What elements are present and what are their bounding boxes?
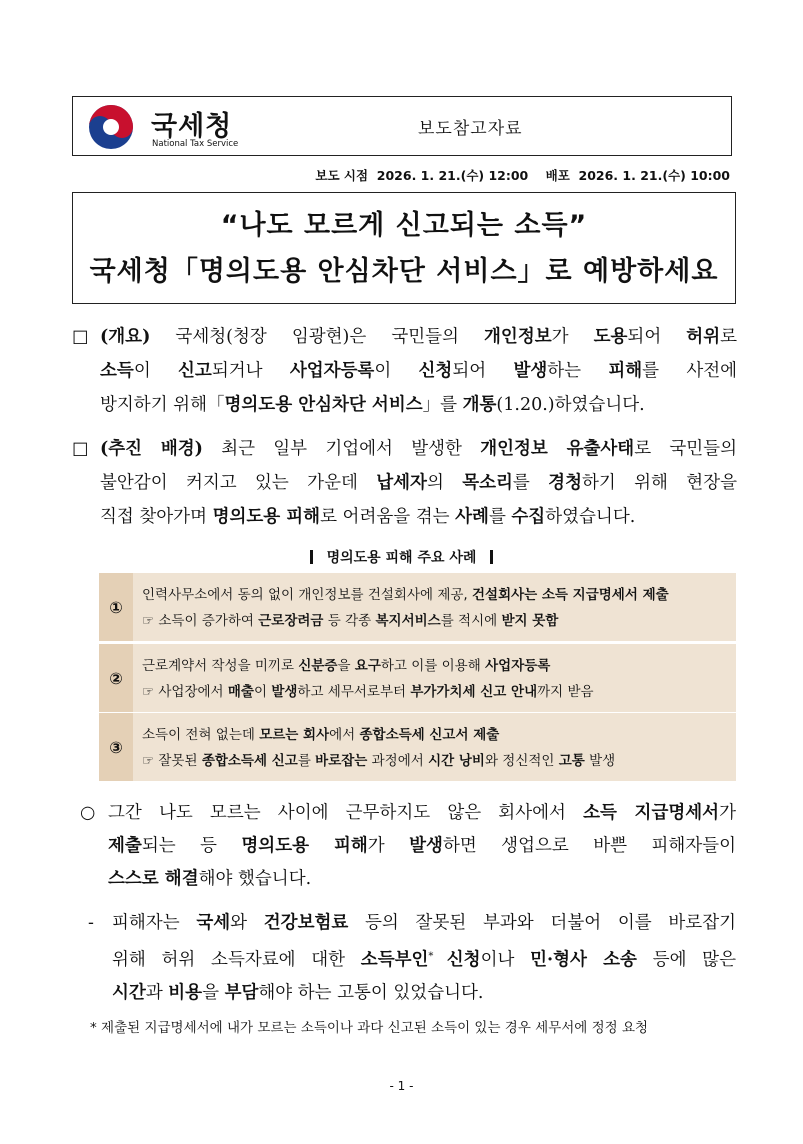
title-bar-right	[490, 550, 493, 564]
bold-text: 시간 낭비	[428, 753, 485, 769]
bold-text: 도용	[593, 327, 628, 347]
paragraph-line	[72, 320, 737, 354]
paragraph-victims	[88, 907, 736, 1010]
bullet-marker: □	[72, 327, 89, 347]
text: 의	[426, 473, 463, 493]
text: 하고 세무서로부터	[297, 684, 411, 700]
paragraph-line	[88, 940, 736, 977]
bullet-marker: -	[88, 913, 94, 933]
text: 을	[202, 983, 225, 1003]
text: 근로계약서 작성을 미끼로	[142, 658, 299, 674]
bold-text: (개요)	[100, 327, 151, 347]
paragraph-line	[72, 354, 737, 388]
paragraph-line	[72, 500, 737, 534]
bold-text: 명의도용 피해	[241, 836, 368, 856]
title-line-1: “나도 모르게 신고되는 소득”	[220, 210, 588, 241]
text: *	[428, 951, 447, 962]
text: 까지 받음	[537, 684, 594, 700]
case-row	[99, 573, 736, 641]
release-dates: 보도 시점 2026. 1. 21.(수) 12:00 배포 2026. 1. 21.(수) 10:00	[315, 168, 730, 183]
bullet-marker: □	[72, 439, 89, 459]
bold-text: 요구	[354, 658, 381, 674]
nts-logo	[81, 104, 281, 150]
text: 등에 많은	[636, 950, 736, 970]
text: 로	[720, 327, 738, 347]
text: 와	[230, 913, 264, 933]
text: 되는 등	[141, 836, 242, 856]
bold-text: 개인정보 유출사태	[480, 439, 635, 459]
bold-text: 발생	[513, 361, 548, 381]
bold-text: 부담	[224, 983, 259, 1003]
title-line-2: 국세청「명의도용 안심차단 서비스」로 예방하세요	[89, 256, 719, 287]
text: 이	[253, 684, 272, 700]
text: 에서	[329, 727, 360, 743]
text: 을	[337, 658, 355, 674]
page-number: - 1 -	[389, 1079, 414, 1093]
case-row	[99, 713, 736, 781]
text: 과정에서	[367, 753, 429, 769]
bold-text: 사업자등록	[485, 658, 551, 674]
bold-text: 개통	[462, 395, 497, 415]
bold-text: 제출	[108, 836, 142, 856]
text: 가	[551, 327, 594, 347]
bold-text: 수집	[511, 507, 546, 527]
text: 를 적시에	[440, 613, 502, 629]
text: 되어	[627, 327, 687, 347]
text: 이나	[480, 950, 531, 970]
bold-text: 명의도용 피해	[212, 507, 321, 527]
footnote: * 제출된 지급명세서에 내가 모르는 소득이나 과다 신고된 소득이 있는 경우 세무서에 정정 요청	[90, 1020, 649, 1036]
bold-text: 매출	[227, 684, 254, 700]
case-description	[142, 582, 669, 608]
case-consequence	[142, 679, 594, 705]
bold-text: 소득	[100, 361, 134, 381]
text: 과	[145, 983, 169, 1003]
bold-text: 바로잡는	[315, 753, 368, 769]
text: 소득이 전혀 없는데	[142, 727, 260, 743]
paragraph-line	[80, 863, 736, 896]
text: (1.20.)하였습니다.	[496, 395, 645, 415]
text: 와 정신적인	[484, 753, 559, 769]
case-body	[142, 722, 615, 774]
case-consequence	[142, 608, 669, 634]
paragraph-background	[72, 432, 737, 534]
bold-text: 소득부인	[360, 950, 429, 970]
bold-text: 피해	[608, 361, 643, 381]
bold-text: 민·형사 소송	[530, 950, 637, 970]
paragraph-line	[80, 830, 736, 863]
text: 인력사무소에서 동의 없이 개인정보를 건설회사에 제공,	[142, 587, 472, 603]
bold-text: (추진 배경)	[100, 439, 203, 459]
cases-title-text: 명의도용 피해 주요 사례	[326, 550, 477, 566]
title-box	[72, 192, 736, 304]
text: 이	[374, 361, 419, 381]
bold-text: 종합소득세 신고	[201, 753, 298, 769]
text: 가	[719, 803, 736, 823]
text: 하기 위해 현장을	[581, 473, 737, 493]
taeguk-icon	[81, 104, 141, 150]
bold-text: 부가가치세 신고 안내	[410, 684, 538, 700]
paragraph-line	[72, 388, 737, 422]
logo-subtitle: National Tax Service	[152, 139, 239, 149]
text: 해야 했습니다.	[198, 869, 312, 889]
bold-text: 고통	[558, 753, 585, 769]
bold-text: 사례	[455, 507, 489, 527]
bold-text: 근로장려금	[258, 613, 324, 629]
paragraph-overview	[72, 320, 737, 422]
bold-text: 건설회사는 소득 지급명세서 제출	[471, 587, 669, 603]
paragraph-line	[88, 977, 736, 1010]
text: 그간 나도 모르는 사이에 근무하지도 않은 회사에서	[108, 803, 584, 823]
text: 이	[133, 361, 178, 381]
text: 등 각종	[323, 613, 376, 629]
text: 방지하기 위해「	[100, 395, 225, 415]
text: 하고 이를 이용해	[380, 658, 486, 674]
bold-text: 발생	[271, 684, 298, 700]
text: 를	[488, 507, 512, 527]
bold-text: 모르는 회사	[259, 727, 330, 743]
text: 하였습니다.	[545, 507, 636, 527]
text: 하면 생업으로 바쁜 피해자들이	[442, 836, 736, 856]
case-number: ①	[99, 573, 133, 641]
bold-text: 스스로 해결	[108, 869, 199, 889]
bullet-marker: ○	[80, 803, 96, 823]
text: 되거나	[211, 361, 290, 381]
bold-text: 건강보험료	[263, 913, 349, 933]
bold-text: 신고	[178, 361, 212, 381]
case-row	[99, 644, 736, 712]
text: 최근 일부 기업에서 발생한	[202, 439, 481, 459]
header-box	[72, 96, 732, 156]
text: 를	[512, 473, 549, 493]
text: 국세청(청장 임광현)은 국민들의	[150, 327, 485, 347]
paragraph-line	[88, 907, 736, 940]
bold-text: 시간	[112, 983, 146, 1003]
case-body	[142, 653, 594, 705]
text: ☞ 소득이 증가하여	[142, 613, 259, 629]
text: 불안감이 커지고 있는 가운데	[100, 473, 377, 493]
case-description	[142, 653, 594, 679]
logo-name: 국세청	[151, 111, 233, 142]
bold-text: 납세자	[376, 473, 427, 493]
bold-text: 허위	[686, 327, 721, 347]
bold-text: 신청	[418, 361, 453, 381]
bold-text: 종합소득세 신고서 제출	[359, 727, 500, 743]
text: 위해 허위 소득자료에 대한	[112, 950, 361, 970]
paragraph-line	[72, 432, 737, 466]
text: 등의 잘못된 부과와 더불어 이를 바로잡기	[348, 913, 736, 933]
text: ☞ 잘못된	[142, 753, 202, 769]
paragraph-past-damage	[80, 797, 736, 896]
bold-text: 신청	[446, 950, 481, 970]
text: 하는	[547, 361, 609, 381]
bold-text: 신분증	[298, 658, 338, 674]
paragraph-line	[72, 466, 737, 500]
case-number: ③	[99, 713, 133, 781]
case-number: ②	[99, 644, 133, 712]
text: 해야 하는 고통이 있었습니다.	[258, 983, 484, 1003]
text: 가	[367, 836, 410, 856]
case-description	[142, 722, 615, 748]
title-bar-left	[310, 550, 313, 564]
document-type: 보도참고자료	[418, 119, 523, 139]
text: 를	[297, 753, 316, 769]
bold-text: 개인정보	[484, 327, 552, 347]
bold-text: 목소리	[462, 473, 513, 493]
bold-text: 발생	[409, 836, 443, 856]
bold-text: 비용	[168, 983, 203, 1003]
text: 직접 찾아가며	[100, 507, 213, 527]
bold-text: 경청	[548, 473, 582, 493]
case-body	[142, 582, 669, 634]
bold-text: 소득 지급명세서	[583, 803, 720, 823]
text: 피해자는	[112, 913, 197, 933]
case-consequence	[142, 748, 615, 774]
text: 를 사전에	[642, 361, 738, 381]
cases-title	[0, 547, 803, 567]
text: 발생	[584, 753, 616, 769]
bold-text: 받지 못함	[501, 613, 559, 629]
paragraph-line	[80, 797, 736, 830]
text: 로 어려움을 겪는	[320, 507, 456, 527]
text: 」를	[422, 395, 463, 415]
bold-text: 복지서비스	[375, 613, 441, 629]
text: ☞ 사업장에서	[142, 684, 228, 700]
bold-text: 명의도용 안심차단 서비스	[224, 395, 423, 415]
text: 로 국민들의	[634, 439, 737, 459]
bold-text: 국세	[196, 913, 231, 933]
text: 되어	[452, 361, 514, 381]
bold-text: 사업자등록	[289, 361, 375, 381]
